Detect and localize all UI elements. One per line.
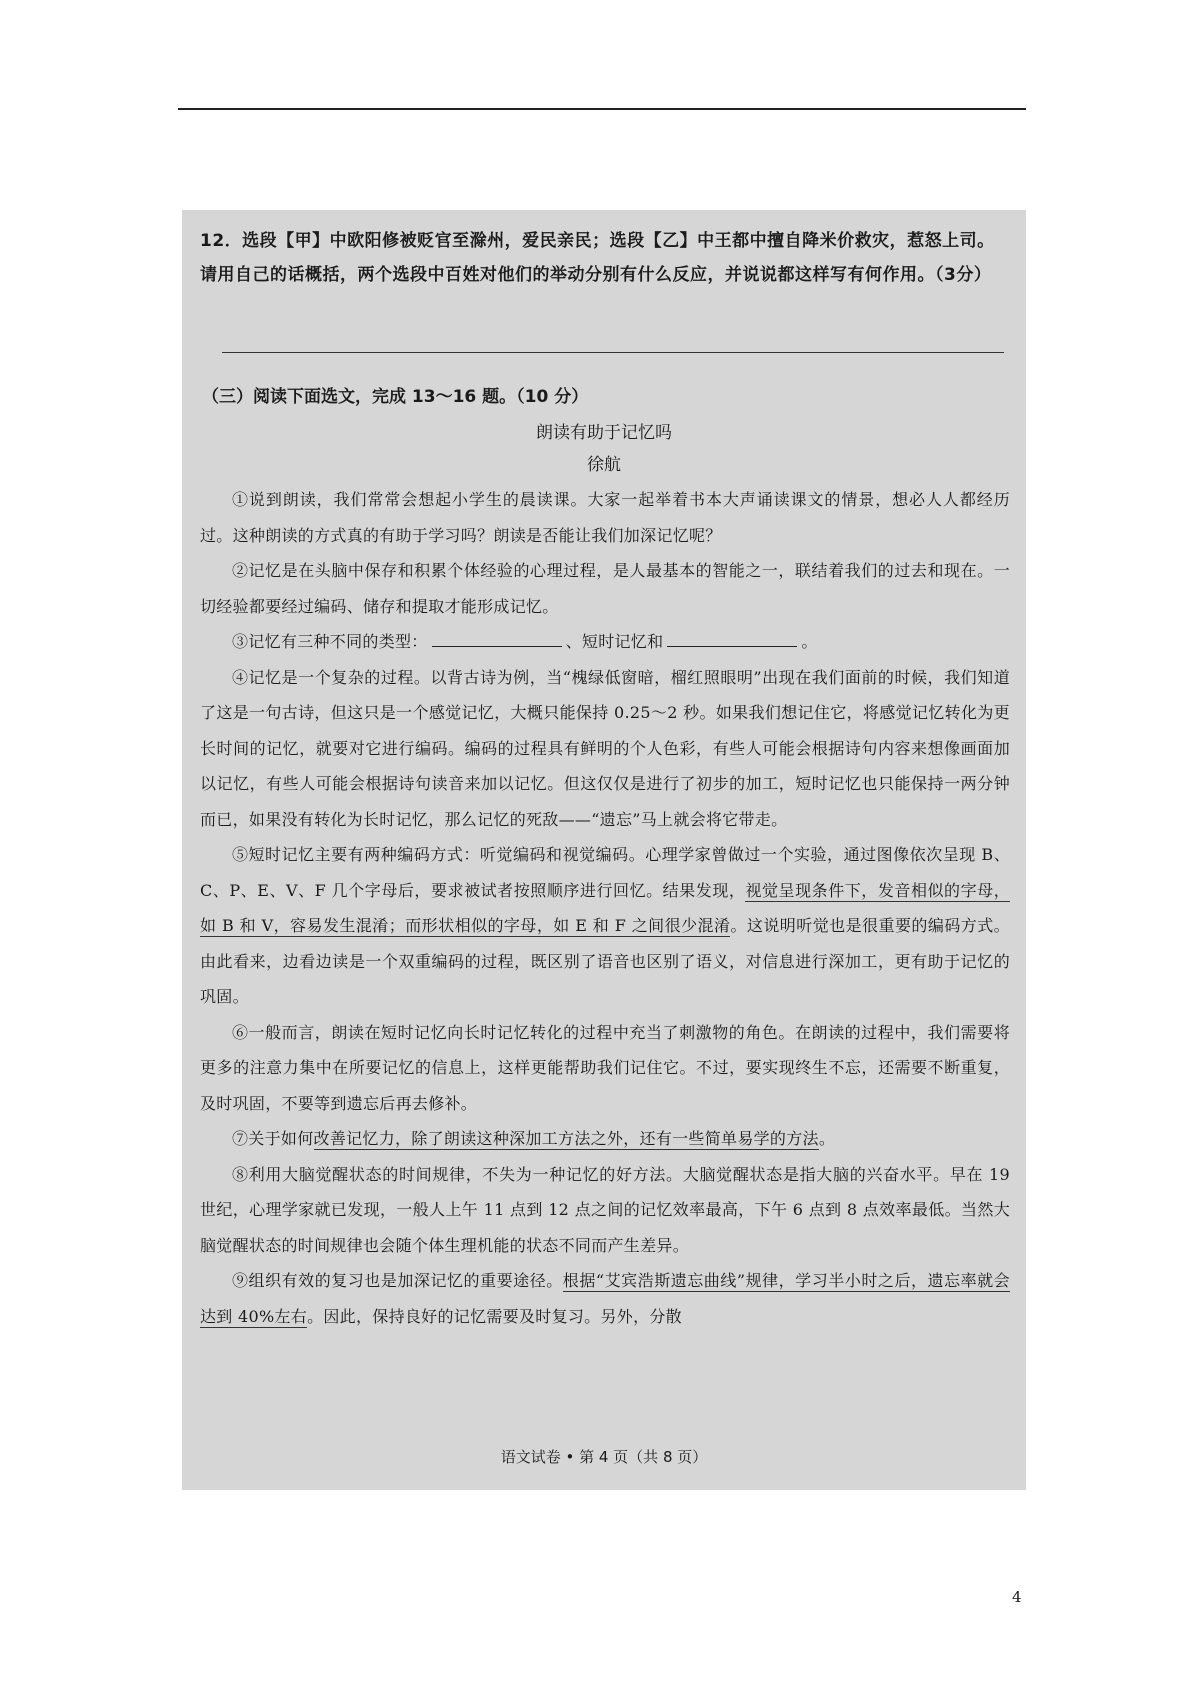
paragraph-9-lead: ⑨组织有效的复习也是加深记忆的重要途径。 xyxy=(232,1271,563,1290)
fill-blank-1 xyxy=(432,628,562,647)
paragraph-7 xyxy=(200,1121,1010,1157)
paragraph-3-mid: 、短时记忆和 xyxy=(565,632,664,651)
article-body xyxy=(200,482,1010,1334)
paragraph-9 xyxy=(200,1263,1010,1334)
underlined-sentence-7: 改善记忆力，除了朗读这种深加工方法之外，还有一些简单易学的方法 xyxy=(313,1129,819,1148)
section-heading: （三）阅读下面选文，完成 13～16 题。（10 分） xyxy=(202,387,589,407)
question-12: 12．选段【甲】中欧阳修被贬官至滁州，爱民亲民；选段【乙】中王都中擅自降米价救灾，惹怒上司。请用自己的话概括，两个选段中百姓对他们的举动分别有什么反应，并说说都这样写有何作用。（3分） xyxy=(200,231,995,285)
exam-footer: 语文试卷 • 第 4 页（共 8 页） xyxy=(500,1448,708,1466)
header-rule xyxy=(178,108,1026,110)
article-title: 朗读有助于记忆吗 xyxy=(536,423,672,443)
paragraph-7-lead: ⑦关于如何 xyxy=(232,1129,314,1148)
paragraph-3 xyxy=(200,624,1010,660)
paragraph-5-lead: ⑤短时记忆主要有两种编码方式：听觉编码和视觉编码。心理学家曾做过一个实验，通过图像依次呈现 B、C、P、E、V、F 几个字母后，要求被试者按照顺序进行回忆。结果发现， xyxy=(200,845,1010,900)
fill-blank-2 xyxy=(667,628,797,647)
paragraph-2: ②记忆是在头脑中保存和积累个体经验的心理过程，是人最基本的智能之一，联结着我们的过去和现在。一切经验都要经过编码、储存和提取才能形成记忆。 xyxy=(200,561,1010,616)
underlined-sentence-9: 根据“艾宾浩斯遗忘曲线”规律，学习半小时之后，遗忘率就会达到 40%左右 xyxy=(200,1271,1010,1326)
answer-line xyxy=(222,352,1004,353)
scanned-exam-page xyxy=(182,210,1026,1490)
paragraph-5-rest: 。这说明听觉也是很重要的编码方式。由此看来，边看边读是一个双重编码的过程，既区别了语音也区别了语义，对信息进行深加工，更有助于记忆的巩固。 xyxy=(200,916,1010,1006)
article-author: 徐航 xyxy=(587,455,621,475)
page-number: 4 xyxy=(1012,1588,1022,1606)
underlined-sentence-5: 视觉呈现条件下，发音相似的字母，如 B 和 V，容易发生混淆；而形状相似的字母，如 E 和 F 之间很少混淆 xyxy=(200,880,1010,935)
paragraph-3-lead: ③记忆有三种不同的类型： xyxy=(232,632,428,651)
paragraph-9-rest: 。因此，保持良好的记忆需要及时复习。另外，分散 xyxy=(307,1306,682,1326)
paragraph-6: ⑥一般而言，朗读在短时记忆向长时记忆转化的过程中充当了刺激物的角色。在朗读的过程中，我们需要将更多的注意力集中在所要记忆的信息上，这样更能帮助我们记住它。不过，要实现终生不忘，还需要不断重复，及时巩固，不要等到遗忘后再去修补。 xyxy=(200,1022,1010,1113)
paragraph-1: ①说到朗读，我们常常会想起小学生的晨读课。大家一起举着书本大声诵读课文的情景，想必人人都经历过。这种朗读的方式真的有助于学习吗？朗读是否能让我们加深记忆呢？ xyxy=(200,490,1010,545)
paragraph-8: ⑧利用大脑觉醒状态的时间规律，不失为一种记忆的好方法。大脑觉醒状态是指大脑的兴奋水平。早在 19 世纪，心理学家就已发现，一般人上午 11 点到 12 点之间的记忆效率最高，下午 6 点到 8 点效率最低。当然大脑觉醒状态的时间规律也会随个体生理机能的状态不同而产生差异。 xyxy=(200,1164,1010,1255)
paragraph-7-end: 。 xyxy=(818,1129,836,1148)
paragraph-5 xyxy=(200,837,1010,1015)
paragraph-3-end: 。 xyxy=(801,632,818,651)
paragraph-4: ④记忆是一个复杂的过程。以背古诗为例，当“槐绿低窗暗，榴红照眼明”出现在我们面前的时候，我们知道了这是一句古诗，但这只是一个感觉记忆，大概只能保持 0.25～2 秒。如果我们想记住它，将感觉记忆转化为更长时间的记忆，就要对它进行编码。编码的过程具有鲜明的个人色彩，有些人可能会根据诗句内容来想像画面加以记忆，有些人可能会根据诗句读音来加以记忆。但这仅仅是进行了初步的加工，短时记忆也只能保持一两分钟而已，如果没有转化为长时记忆，那么记忆的死敌——“遗忘”马上就会将它带走。 xyxy=(200,667,1010,829)
